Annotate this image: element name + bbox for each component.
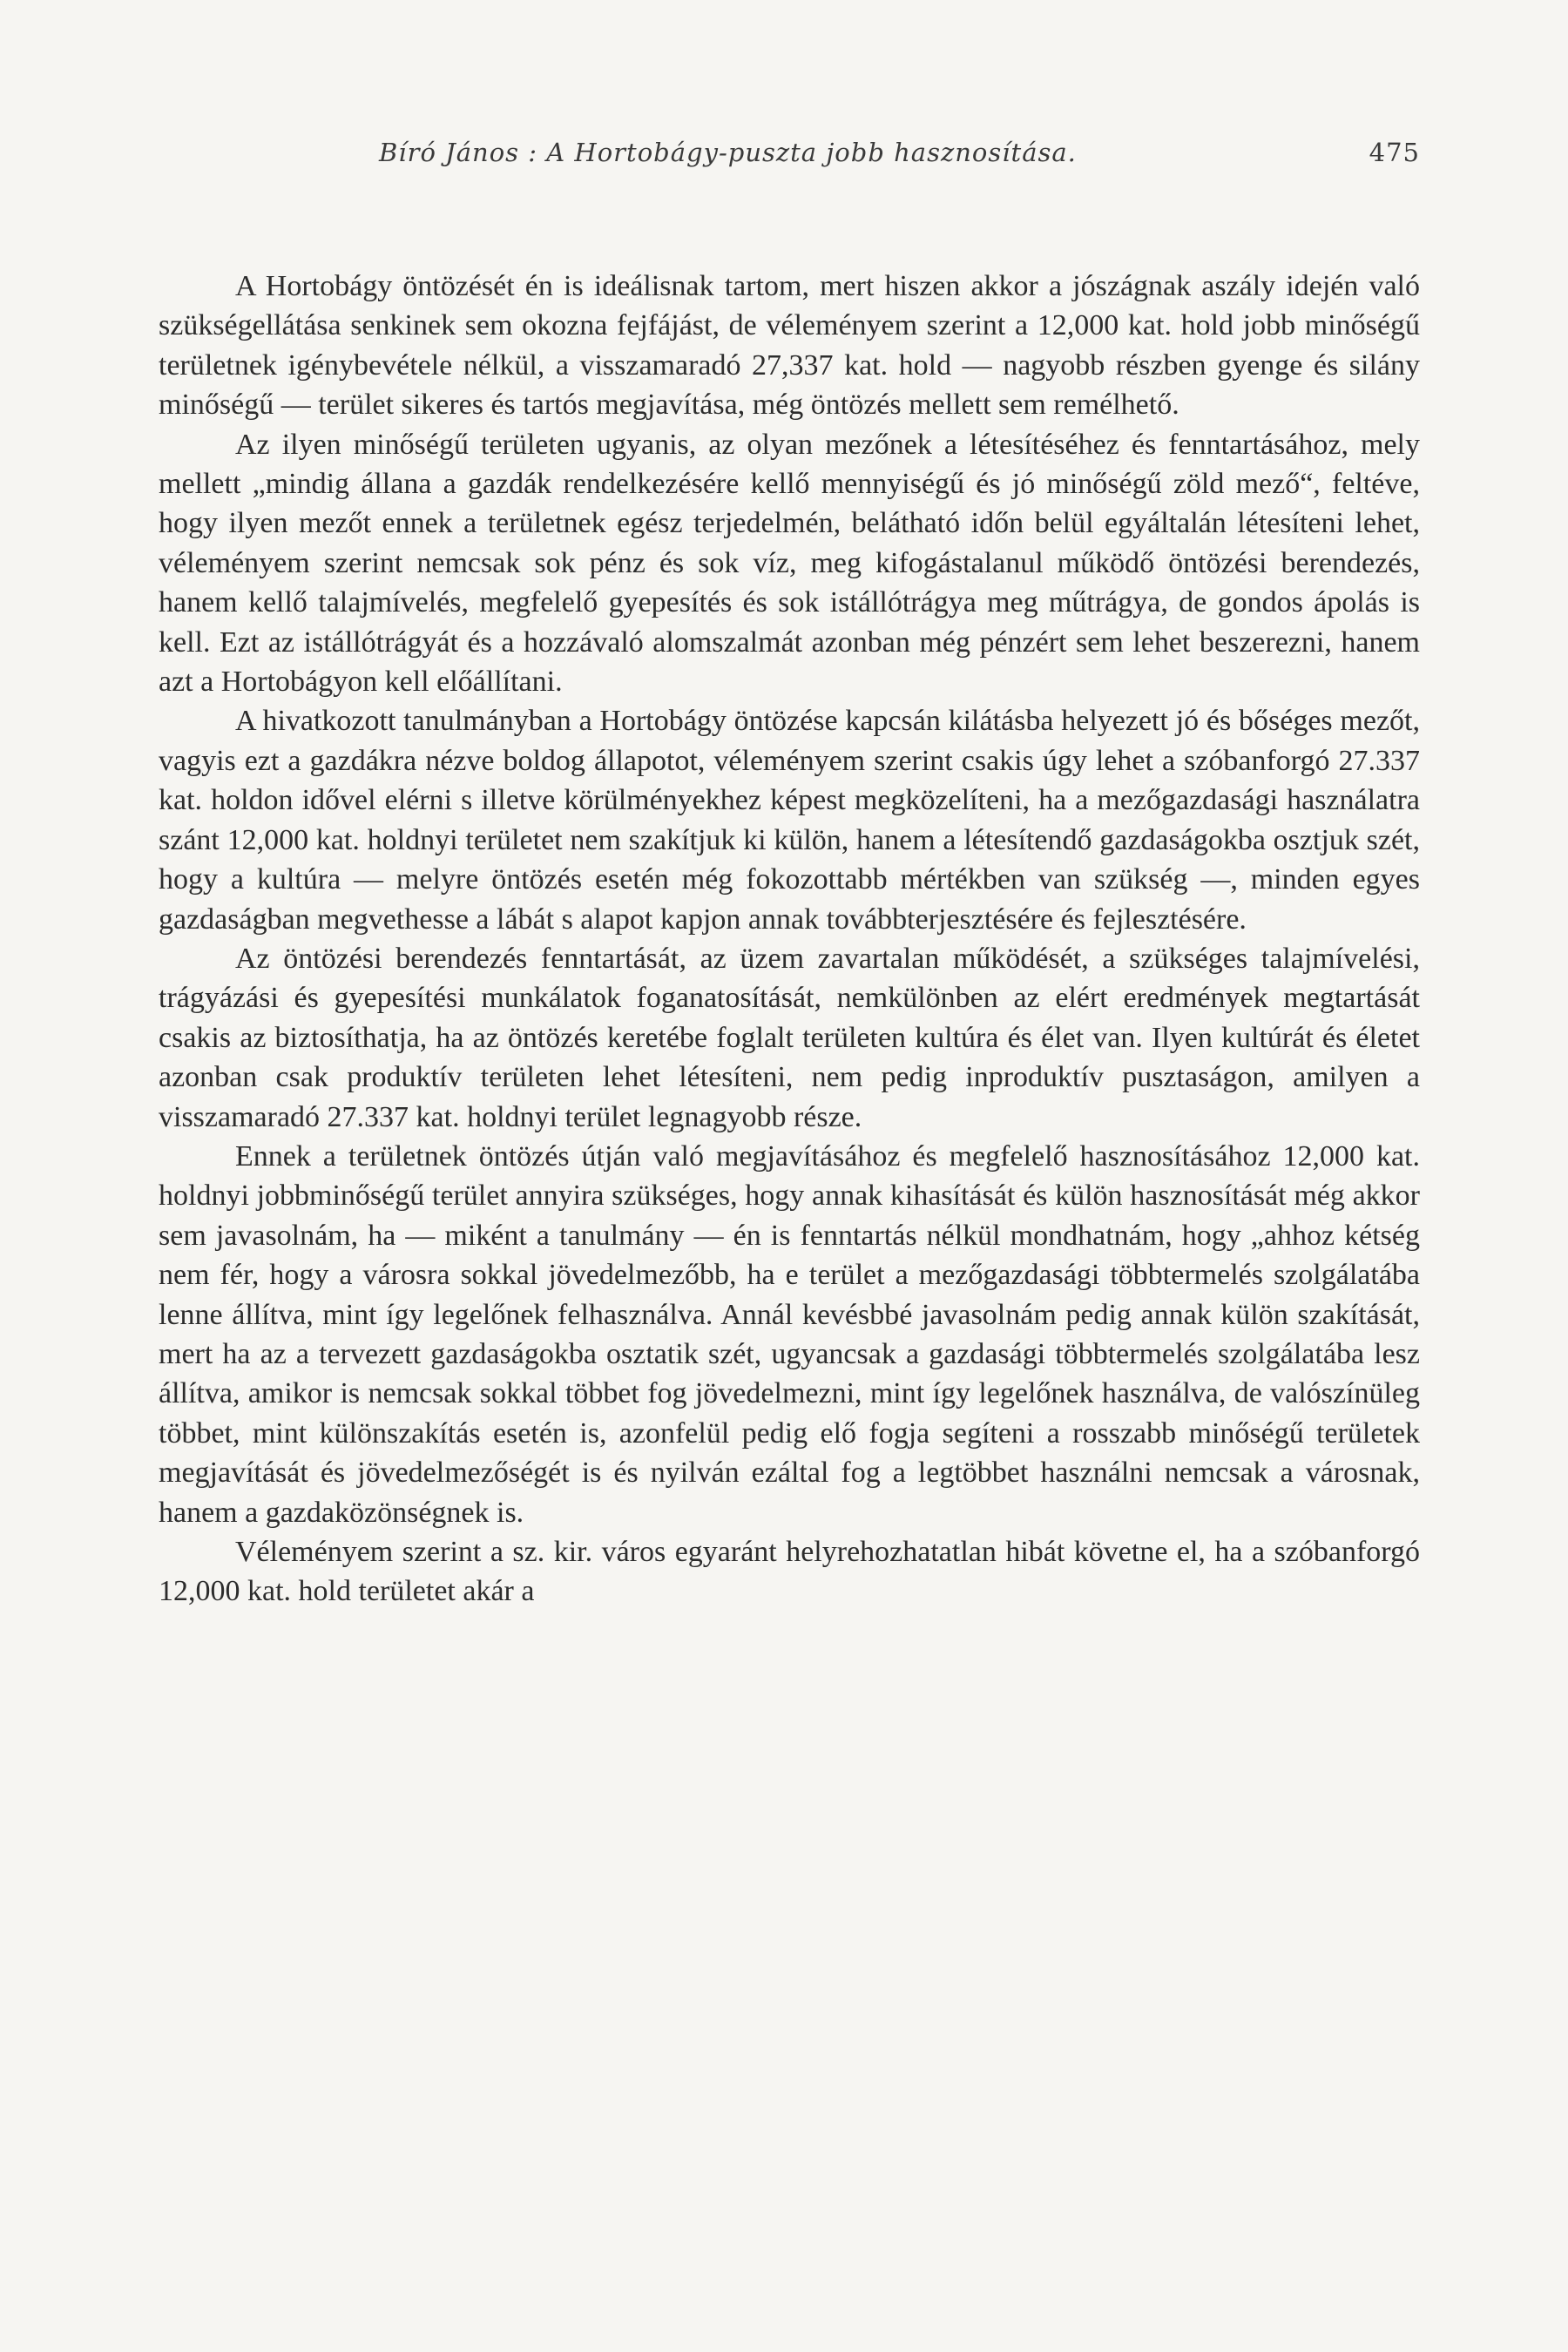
paragraph-3: A hivatkozott tanulmányban a Hortobágy öntözése kapcsán kilátásba helyezett jó és bőséges mezőt, vagyis ezt a gazdákra nézve boldog állapotot, véleményem szerint csakis úgy lehet a szóbanforgó 27.337 kat. holdon idővel elérni s illetve körülményekhez képest megközelíteni, ha a mezőgazdasági használatra szánt 12,000 kat. holdnyi területet nem szakítjuk ki külön, hanem a létesítendő gazdaságokba osztjuk szét, hogy a kultúra — melyre öntözés esetén még fokozottabb mértékben van szükség —, minden egyes gazdaságban megvethesse a lábát s alapot kapjon annak továbbterjesztésére és fejlesztésére. [159,705,1420,936]
page-number: 475 [1369,138,1420,167]
running-title: Bíró János : A Hortobágy-puszta jobb hasznosítása. [379,138,1077,167]
paragraph-1: A Hortobágy öntözését én is ideálisnak tartom, mert hiszen akkor a jószágnak aszály idején való szükségellátása senkinek sem okozna fejfájást, de véleményem szerint a 12,000 kat. hold jobb minőségű területnek igénybevétele nélkül, a visszamaradó 27,337 kat. hold — nagyobb részben gyenge és silány minőségű — terület sikeres és tartós megjavítása, még öntözés mellett sem remélhető. [159,270,1420,422]
running-head [159,138,1420,181]
paragraph-5: Ennek a területnek öntözés útján való megjavításához és megfelelő hasznosításához 12,000 kat. holdnyi jobbminőségű terület annyira szükséges, hogy annak kihasítását és külön hasznosítását még akkor sem javasolnám, ha — miként a tanulmány — én is fenntartás nélkül mondhatnám, hogy „ahhoz kétség nem fér, hogy a városra sokkal jövedelmezőbb, ha e terület a mezőgazdasági többtermelés szolgálatába lenne állítva, mint így legelőnek felhasználva. Annál kevésbbé javasolnám pedig annak külön szakítását, mert ha az a tervezett gazdaságokba osztatik szét, ugyancsak a gazdasági többtermelés szolgálatába lesz állítva, amikor is nemcsak sokkal többet fog jövedelmezni, mint így legelőnek használva, de valószínüleg többet, mint különszakítás esetén is, azonfelül pedig elő fogja segíteni a rosszabb minőségű területek megjavítását és jövedelmezőségét is és nyilván ezáltal fog a legtöbbet használni nemcsak a városnak, hanem a gazdaközönségnek is. [159,1139,1420,1529]
paragraph-2: Az ilyen minőségű területen ugyanis, az olyan mezőnek a létesítéséhez és fenntartásához, mely mellett „mindig állana a gazdák rendelkezésére kellő mennyiségű és jó minőségű zöld mező“, feltéve, hogy ilyen mezőt ennek a területnek egész terjedelmén, belátható időn belül egyáltalán létesíteni lehet, véleményem szerint nemcsak sok pénz és sok víz, meg kifogástalanul működő öntözési berendezés, hanem kellő talajmívelés, megfelelő gyepesítés és sok istállótrágya meg műtrágya, de gondos ápolás is kell. Ezt az istállótrágyát és a hozzávaló alomszalmát azonban még pénzért sem lehet beszerezni, hanem azt a Hortobágyon kell előállítani. [159,428,1420,699]
body-text [159,267,1420,1612]
paragraph-6: Véleményem szerint a sz. kir. város egyaránt helyrehozhatatlan hibát követne el, ha a szóbanforgó 12,000 kat. hold területet akár a [159,1536,1420,1608]
paragraph-4: Az öntözési berendezés fenntartását, az üzem zavartalan működését, a szükséges talajmívelési, trágyázási és gyepesítési munkálatok foganatosítását, nemkülönben az elért eredmények megtartását csakis az biztosíthatja, ha az öntözés keretébe foglalt területen kultúra és élet van. Ilyen kultúrát és életet azonban csak produktív területen lehet létesíteni, nem pedig inproduktív pusztaságon, amilyen a visszamaradó 27.337 kat. holdnyi terület legnagyobb része. [159,942,1420,1133]
